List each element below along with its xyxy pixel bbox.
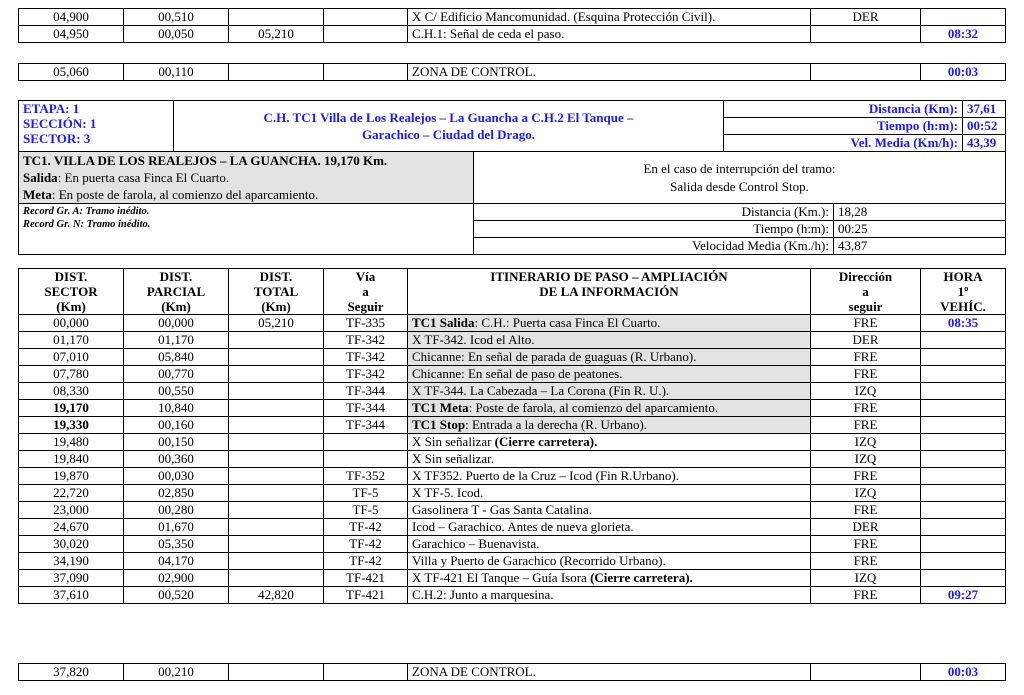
meta-text: : En poste de farola, al comienzo del aparcamiento. bbox=[51, 187, 319, 202]
control2-sector: 37,820 bbox=[19, 664, 124, 681]
itinerary-text: X Sin señalizar bbox=[412, 434, 495, 449]
itinerary bbox=[408, 315, 811, 332]
tramo-vel-label: Velocidad Media (Km./h): bbox=[474, 238, 834, 255]
dist-sector: 19,840 bbox=[19, 451, 124, 468]
dist-parcial: 00,160 bbox=[124, 417, 229, 434]
control2-itinerary: ZONA DE CONTROL. bbox=[408, 664, 811, 681]
dist-parcial: 00,550 bbox=[124, 383, 229, 400]
table-row bbox=[19, 26, 1006, 43]
itinerary bbox=[408, 468, 811, 485]
via: TF-42 bbox=[324, 553, 408, 570]
direction: IZQ bbox=[811, 434, 921, 451]
hora bbox=[921, 553, 1006, 570]
tramo-vel-value: 43,87 bbox=[834, 238, 1006, 255]
table-row bbox=[19, 417, 1006, 434]
hora: 08:35 bbox=[921, 315, 1006, 332]
via: TF-5 bbox=[324, 502, 408, 519]
via bbox=[324, 9, 408, 26]
itinerary-bold: (Cierre carretera). bbox=[494, 434, 598, 449]
dist-sector: 34,190 bbox=[19, 553, 124, 570]
control1-parcial: 00,110 bbox=[124, 64, 229, 81]
record-a: Record Gr. A: Tramo inédito. bbox=[23, 206, 150, 217]
via: TF-342 bbox=[324, 366, 408, 383]
via: TF-342 bbox=[324, 332, 408, 349]
dist-total bbox=[229, 9, 324, 26]
hora bbox=[921, 485, 1006, 502]
dist-parcial: 00,510 bbox=[124, 9, 229, 26]
dist-total bbox=[229, 417, 324, 434]
itinerary-text: C.H.2: Junto a marquesina. bbox=[412, 587, 554, 602]
itinerary-text: Garachico – Buenavista. bbox=[412, 536, 540, 551]
table-row bbox=[19, 519, 1006, 536]
vel-label: Vel. Media (Km/h): bbox=[724, 135, 963, 152]
dist-parcial: 00,050 bbox=[124, 26, 229, 43]
vel-value: 43,39 bbox=[963, 135, 1006, 152]
dist-sector: 30,020 bbox=[19, 536, 124, 553]
itinerary bbox=[408, 587, 811, 604]
dist-sector: 22,720 bbox=[19, 485, 124, 502]
table-row bbox=[19, 400, 1006, 417]
direction: FRE bbox=[811, 468, 921, 485]
dist-sector: 01,170 bbox=[19, 332, 124, 349]
direction bbox=[811, 26, 921, 43]
dist-total bbox=[229, 366, 324, 383]
header-hora: HORA 1º VEHÍC. bbox=[921, 269, 1006, 315]
dist-sector: 37,610 bbox=[19, 587, 124, 604]
itinerary bbox=[408, 417, 811, 434]
dist-parcial: 01,170 bbox=[124, 332, 229, 349]
table-row bbox=[19, 587, 1006, 604]
dist-sector: 19,480 bbox=[19, 434, 124, 451]
hora bbox=[921, 570, 1006, 587]
via bbox=[324, 434, 408, 451]
hora: 08:32 bbox=[921, 26, 1006, 43]
direction: IZQ bbox=[811, 383, 921, 400]
dist-parcial: 00,150 bbox=[124, 434, 229, 451]
itinerary bbox=[408, 570, 811, 587]
itinerary-text: X TF-344. La Cabezada – La Corona (Fin R. U.). bbox=[412, 383, 670, 398]
stage-info-table bbox=[18, 100, 1006, 255]
dist-sector: 07,010 bbox=[19, 349, 124, 366]
dist-parcial: 00,770 bbox=[124, 366, 229, 383]
dist-parcial: 02,900 bbox=[124, 570, 229, 587]
dist-parcial: 02,850 bbox=[124, 485, 229, 502]
control-zone-1 bbox=[18, 63, 1006, 81]
via: TF-352 bbox=[324, 468, 408, 485]
itinerary-text: : Poste de farola, al comienzo del aparcamiento. bbox=[468, 400, 719, 415]
direction: FRE bbox=[811, 417, 921, 434]
sector: SECTOR: 3 bbox=[23, 131, 91, 146]
dist-total bbox=[229, 434, 324, 451]
dist-parcial: 00,000 bbox=[124, 315, 229, 332]
dist-total bbox=[229, 468, 324, 485]
table-row bbox=[19, 315, 1006, 332]
dist-parcial: 00,030 bbox=[124, 468, 229, 485]
itinerary-text: Icod – Garachico. Antes de nueva glorieta. bbox=[412, 519, 634, 534]
itinerary-text: X TF-5. Icod. bbox=[412, 485, 484, 500]
direction: FRE bbox=[811, 315, 921, 332]
dist-parcial: 00,520 bbox=[124, 587, 229, 604]
via bbox=[324, 26, 408, 43]
dist-total: 05,210 bbox=[229, 315, 324, 332]
header-via: Vía a Seguir bbox=[324, 269, 408, 315]
tramo-tiempo-label: Tiempo (h:m): bbox=[474, 221, 834, 238]
itinerary: X C/ Edificio Mancomunidad. (Esquina Protección Civil). bbox=[408, 9, 811, 26]
via: TF-344 bbox=[324, 383, 408, 400]
hora bbox=[921, 366, 1006, 383]
itinerary-table bbox=[18, 268, 1006, 604]
table-row bbox=[19, 366, 1006, 383]
dist-total bbox=[229, 485, 324, 502]
dist-total bbox=[229, 519, 324, 536]
dist-sector: 37,090 bbox=[19, 570, 124, 587]
via: TF-42 bbox=[324, 536, 408, 553]
dist-parcial: 01,670 bbox=[124, 519, 229, 536]
hora bbox=[921, 468, 1006, 485]
itinerary bbox=[408, 502, 811, 519]
itinerary bbox=[408, 434, 811, 451]
itinerary-text: Chicanne: En señal de parada de guaguas (R. Urbano). bbox=[412, 349, 697, 364]
dist-sector: 04,900 bbox=[19, 9, 124, 26]
itinerary-text: X TF-342. Icod el Alto. bbox=[412, 332, 535, 347]
tramo-dist-value: 18,28 bbox=[834, 204, 1006, 221]
itinerary bbox=[408, 536, 811, 553]
table-row bbox=[19, 553, 1006, 570]
itinerary-text: Chicanne: En señal de paso de peatones. bbox=[412, 366, 623, 381]
control2-hora: 00:03 bbox=[921, 664, 1006, 681]
dist-parcial: 10,840 bbox=[124, 400, 229, 417]
dist-parcial: 00,360 bbox=[124, 451, 229, 468]
dist-total bbox=[229, 570, 324, 587]
itinerary-bold: TC1 Stop bbox=[412, 417, 466, 432]
hora bbox=[921, 434, 1006, 451]
control2-parcial: 00,210 bbox=[124, 664, 229, 681]
direction: FRE bbox=[811, 502, 921, 519]
dist-sector: 23,000 bbox=[19, 502, 124, 519]
etapa: ETAPA: 1 bbox=[23, 101, 80, 116]
dist-parcial: 05,350 bbox=[124, 536, 229, 553]
itinerary bbox=[408, 332, 811, 349]
tramo-tiempo-value: 00:25 bbox=[834, 221, 1006, 238]
table-row bbox=[19, 349, 1006, 366]
header-row bbox=[19, 269, 1006, 315]
via: TF-42 bbox=[324, 519, 408, 536]
dist-total bbox=[229, 553, 324, 570]
dist-total bbox=[229, 332, 324, 349]
direction: FRE bbox=[811, 349, 921, 366]
via: TF-344 bbox=[324, 417, 408, 434]
itinerary bbox=[408, 485, 811, 502]
top-table bbox=[18, 8, 1006, 43]
salida-text: : En puerta casa Finca El Cuarto. bbox=[57, 170, 230, 185]
via bbox=[324, 451, 408, 468]
hora bbox=[921, 502, 1006, 519]
dist-total bbox=[229, 536, 324, 553]
dist-total bbox=[229, 451, 324, 468]
seccion: SECCIÓN: 1 bbox=[23, 116, 97, 131]
dist-total bbox=[229, 383, 324, 400]
records bbox=[19, 204, 474, 255]
table-row bbox=[19, 434, 1006, 451]
dist-total bbox=[229, 349, 324, 366]
direction: DER bbox=[811, 332, 921, 349]
itinerary-bold: (Cierre carretera). bbox=[590, 570, 693, 585]
direction: IZQ bbox=[811, 451, 921, 468]
dist-sector: 19,330 bbox=[19, 417, 124, 434]
itinerary-bold: TC1 Salida bbox=[412, 315, 475, 330]
direction: FRE bbox=[811, 553, 921, 570]
tc-title: TC1. VILLA DE LOS REALEJOS – LA GUANCHA. 19,170 Km. bbox=[23, 153, 388, 168]
direction: DER bbox=[811, 9, 921, 26]
dist-total bbox=[229, 400, 324, 417]
control1-sector: 05,060 bbox=[19, 64, 124, 81]
hora bbox=[921, 349, 1006, 366]
table-row bbox=[19, 502, 1006, 519]
table-row bbox=[19, 570, 1006, 587]
tiempo-label: Tiempo (h:m): bbox=[724, 118, 963, 135]
direction: FRE bbox=[811, 366, 921, 383]
hora bbox=[921, 9, 1006, 26]
dist-total: 05,210 bbox=[229, 26, 324, 43]
control1-itinerary: ZONA DE CONTROL. bbox=[408, 64, 811, 81]
itinerary bbox=[408, 519, 811, 536]
meta-label: Meta bbox=[23, 187, 52, 202]
table-row bbox=[19, 536, 1006, 553]
dist-parcial: 00,280 bbox=[124, 502, 229, 519]
header-parcial: DIST. PARCIAL (Km) bbox=[124, 269, 229, 315]
hora bbox=[921, 400, 1006, 417]
header-direction: Dirección a seguir bbox=[811, 269, 921, 315]
direction: FRE bbox=[811, 400, 921, 417]
tramo-dist-label: Distancia (Km.): bbox=[474, 204, 834, 221]
dist-label: Distancia (Km): bbox=[724, 101, 963, 118]
dist-sector: 08,330 bbox=[19, 383, 124, 400]
itinerary bbox=[408, 553, 811, 570]
dist-parcial: 05,840 bbox=[124, 349, 229, 366]
tc-block bbox=[19, 152, 474, 204]
dist-sector: 04,950 bbox=[19, 26, 124, 43]
itinerary-text: X TF352. Puerto de la Cruz – Icod (Fin R.Urbano). bbox=[412, 468, 679, 483]
table-row bbox=[19, 468, 1006, 485]
direction: DER bbox=[811, 519, 921, 536]
interrupt-note: En el caso de interrupción del tramo: Salida desde Control Stop. bbox=[474, 152, 1006, 204]
itinerary bbox=[408, 400, 811, 417]
via: TF-335 bbox=[324, 315, 408, 332]
direction: FRE bbox=[811, 536, 921, 553]
itinerary-bold: TC1 Meta bbox=[412, 400, 469, 415]
tiempo-value: 00:52 bbox=[963, 118, 1006, 135]
itinerary-text: X TF-421 El Tanque – Guía Isora bbox=[412, 570, 591, 585]
table-row bbox=[19, 451, 1006, 468]
itinerary-text: : Entrada a la derecha (R. Urbano). bbox=[465, 417, 648, 432]
table-row bbox=[19, 485, 1006, 502]
direction: FRE bbox=[811, 587, 921, 604]
hora bbox=[921, 417, 1006, 434]
itinerary bbox=[408, 349, 811, 366]
itinerary-text: : C.H.: Puerta casa Finca El Cuarto. bbox=[474, 315, 661, 330]
dist-parcial: 04,170 bbox=[124, 553, 229, 570]
control-zone-2 bbox=[18, 663, 1006, 681]
via: TF-342 bbox=[324, 349, 408, 366]
dist-total bbox=[229, 502, 324, 519]
dist-sector: 19,170 bbox=[19, 400, 124, 417]
header-sector: DIST. SECTOR (Km) bbox=[19, 269, 124, 315]
table-row bbox=[19, 332, 1006, 349]
dist-sector: 24,670 bbox=[19, 519, 124, 536]
control1-hora: 00:03 bbox=[921, 64, 1006, 81]
dist-value: 37,61 bbox=[963, 101, 1006, 118]
table-row bbox=[19, 383, 1006, 400]
itinerary bbox=[408, 451, 811, 468]
stage-title: C.H. TC1 Villa de Los Realejos – La Guancha a C.H.2 El Tanque – Garachico – Ciudad del Drago. bbox=[174, 101, 724, 152]
direction: IZQ bbox=[811, 570, 921, 587]
header-itinerary: ITINERARIO DE PASO – AMPLIACIÓN DE LA INFORMACIÓN bbox=[408, 269, 811, 315]
record-n: Record Gr. N: Tramo inédito. bbox=[23, 219, 151, 230]
itinerary-text: Villa y Puerto de Garachico (Recorrido Urbano). bbox=[412, 553, 666, 568]
dist-sector: 07,780 bbox=[19, 366, 124, 383]
via: TF-421 bbox=[324, 570, 408, 587]
header-total: DIST. TOTAL (Km) bbox=[229, 269, 324, 315]
via: TF-344 bbox=[324, 400, 408, 417]
direction: IZQ bbox=[811, 485, 921, 502]
hora bbox=[921, 451, 1006, 468]
itinerary: C.H.1: Señal de ceda el paso. bbox=[408, 26, 811, 43]
itinerary bbox=[408, 366, 811, 383]
via: TF-5 bbox=[324, 485, 408, 502]
hora bbox=[921, 332, 1006, 349]
hora: 09:27 bbox=[921, 587, 1006, 604]
stage-ids bbox=[19, 101, 174, 152]
dist-total: 42,820 bbox=[229, 587, 324, 604]
via: TF-421 bbox=[324, 587, 408, 604]
itinerary bbox=[408, 383, 811, 400]
hora bbox=[921, 536, 1006, 553]
salida-label: Salida bbox=[23, 170, 58, 185]
dist-sector: 19,870 bbox=[19, 468, 124, 485]
table-row bbox=[19, 9, 1006, 26]
hora bbox=[921, 519, 1006, 536]
hora bbox=[921, 383, 1006, 400]
itinerary-text: X Sin señalizar. bbox=[412, 451, 494, 466]
dist-sector: 00,000 bbox=[19, 315, 124, 332]
itinerary-text: Gasolinera T - Gas Santa Catalina. bbox=[412, 502, 593, 517]
